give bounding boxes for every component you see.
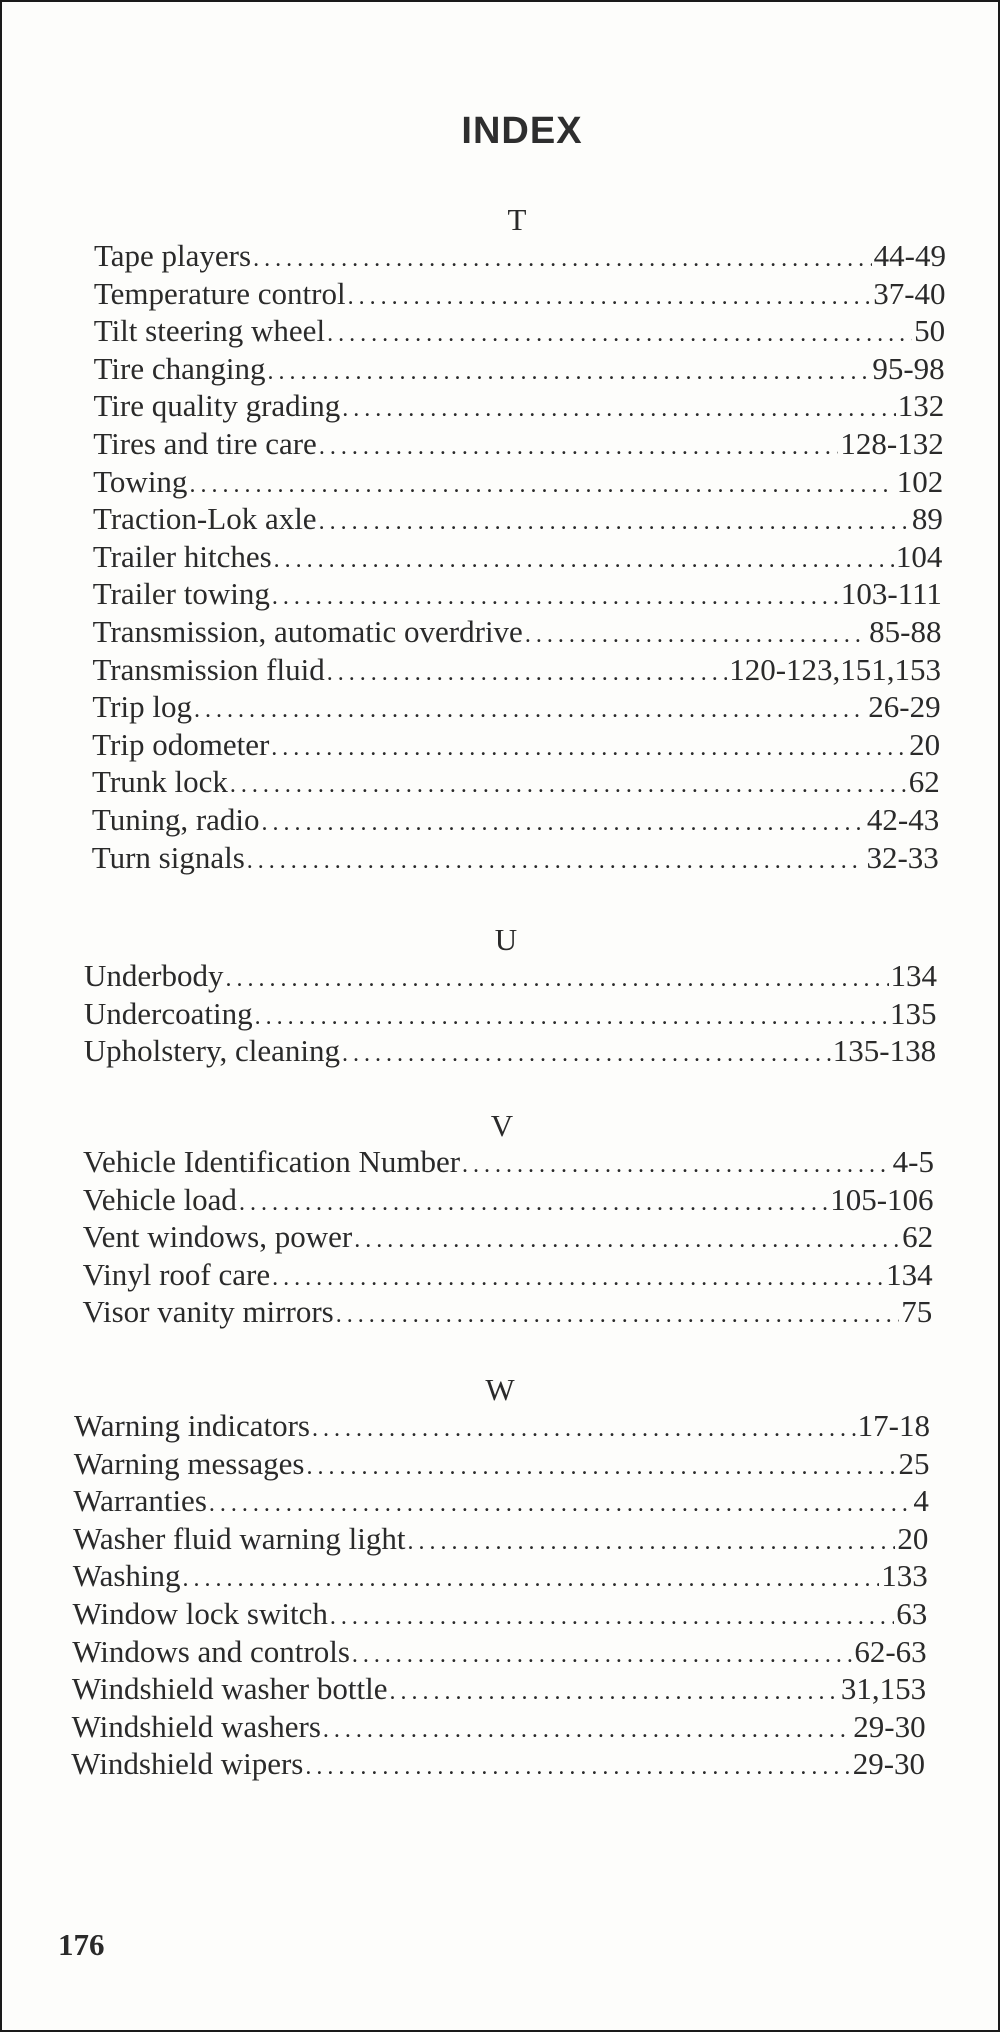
entry-label: Window lock switch — [72, 1596, 328, 1631]
entry-label: Trip log — [92, 689, 192, 725]
index-entry — [82, 1294, 932, 1330]
dot-leader — [230, 772, 907, 799]
dot-leader — [323, 1717, 851, 1744]
entry-label: Warning messages — [73, 1445, 305, 1481]
index-entry — [73, 1596, 928, 1632]
index-entry — [94, 276, 946, 312]
dot-leader — [352, 1642, 852, 1669]
dot-leader — [342, 396, 895, 423]
index-entry — [92, 802, 939, 838]
dot-leader — [274, 547, 894, 574]
entry-label: Windshield washer bottle — [71, 1671, 388, 1707]
entry-pages: 75 — [901, 1294, 933, 1330]
entry-label: Vinyl roof care — [82, 1256, 271, 1292]
index-entry — [92, 652, 941, 688]
index-entry — [83, 1257, 933, 1293]
entry-pages: 63 — [896, 1596, 928, 1631]
dot-leader — [327, 660, 727, 687]
index-entry — [83, 1182, 934, 1218]
index-entry — [84, 1033, 936, 1069]
entry-pages: 135-138 — [832, 1033, 937, 1068]
dot-leader — [183, 1566, 880, 1593]
entry-label: Traction-Lok axle — [93, 501, 317, 537]
entry-pages: 89 — [911, 501, 943, 537]
entry-pages: 120-123,151,153 — [729, 651, 942, 687]
dot-leader — [247, 848, 865, 875]
entry-pages: 62 — [902, 1219, 934, 1255]
index-entry — [94, 351, 945, 387]
entry-label: Tilt steering wheel — [93, 313, 326, 349]
entry-pages: 20 — [897, 1520, 929, 1556]
dot-leader — [255, 1004, 888, 1031]
index-entry — [74, 1408, 930, 1444]
dot-leader — [342, 1041, 831, 1068]
entry-label: Tire changing — [93, 350, 266, 386]
entry-pages: 62-63 — [854, 1633, 927, 1669]
dot-leader — [194, 697, 866, 724]
entry-label: Visor vanity mirrors — [82, 1294, 334, 1330]
index-entry — [93, 614, 942, 650]
entry-label: Transmission, automatic overdrive — [92, 614, 523, 649]
entry-pages: 31,153 — [840, 1671, 927, 1707]
section-letter: V — [490, 1108, 514, 1143]
entry-label: Washing — [72, 1558, 181, 1594]
page-number: 176 — [58, 1927, 105, 1962]
entry-pages: 42-43 — [866, 802, 940, 837]
entry-pages: 62 — [908, 764, 940, 800]
index-entry — [93, 501, 943, 537]
index-entry — [73, 1483, 929, 1519]
entry-label: Tire quality grading — [93, 388, 341, 424]
entry-pages: 20 — [909, 726, 941, 762]
dot-leader — [305, 1754, 850, 1781]
dot-leader — [462, 1152, 891, 1179]
entry-label: Underbody — [84, 958, 224, 993]
index-entry — [93, 464, 943, 500]
entry-pages: 85-88 — [869, 614, 942, 649]
dot-leader — [319, 434, 839, 461]
entry-pages: 134 — [890, 958, 937, 993]
entry-pages: 26-29 — [868, 689, 941, 725]
dot-leader — [389, 1679, 838, 1706]
dot-leader — [336, 1302, 899, 1329]
entry-pages: 134 — [886, 1256, 933, 1292]
index-entry — [93, 539, 943, 575]
entry-label: Warning indicators — [74, 1408, 310, 1443]
entry-label: Vehicle Identification Number — [83, 1144, 461, 1179]
dot-leader — [268, 359, 871, 386]
entry-label: Trunk lock — [92, 764, 228, 800]
entry-pages: 25 — [898, 1445, 930, 1481]
index-entry — [92, 727, 940, 763]
dot-leader — [272, 584, 839, 611]
entry-label: Upholstery, cleaning — [83, 1033, 340, 1068]
dot-leader — [319, 509, 910, 536]
entry-pages: 95-98 — [872, 350, 945, 386]
index-entry — [73, 1521, 928, 1557]
index-entry — [73, 1558, 928, 1594]
entry-label: Temperature control — [93, 275, 346, 311]
dot-leader — [348, 284, 872, 311]
index-entry — [92, 764, 940, 800]
entry-pages: 29-30 — [852, 1746, 926, 1782]
entry-pages: 29-30 — [853, 1708, 926, 1744]
entry-label: Undercoating — [83, 995, 253, 1031]
index-entry — [83, 1219, 933, 1255]
entry-pages: 50 — [914, 313, 946, 349]
entry-label: Washer fluid warning light — [73, 1520, 406, 1556]
dot-leader — [239, 1190, 828, 1217]
dot-leader — [189, 472, 894, 499]
index-entry — [71, 1746, 925, 1782]
dot-leader — [330, 1604, 894, 1631]
entry-pages: 104 — [895, 538, 943, 574]
index-entry — [93, 576, 942, 612]
section-letter: T — [507, 202, 527, 237]
entry-pages: 132 — [897, 388, 945, 424]
entry-label: Windshield washers — [71, 1708, 321, 1744]
index-entry — [72, 1709, 926, 1745]
entry-label: Trailer towing — [92, 576, 270, 612]
index-entry — [93, 426, 943, 462]
dot-leader — [525, 622, 867, 649]
index-entry — [84, 958, 937, 994]
entry-label: Trip odometer — [92, 726, 270, 762]
entry-label: Towing — [93, 463, 188, 499]
section-letter: U — [494, 922, 518, 957]
index-entry — [94, 238, 946, 274]
entry-pages: 102 — [896, 463, 944, 499]
entry-label: Vehicle load — [82, 1181, 237, 1217]
page-title: INDEX — [461, 110, 583, 152]
dot-leader — [327, 321, 912, 348]
index-entry — [93, 388, 944, 424]
index-entry — [72, 1671, 926, 1707]
index-entry — [74, 1446, 930, 1482]
dot-leader — [262, 810, 865, 837]
entry-label: Tires and tire care — [93, 426, 317, 461]
index-entry — [92, 689, 940, 725]
entry-pages: 4-5 — [892, 1144, 934, 1179]
entry-label: Transmission fluid — [92, 651, 325, 687]
entry-label: Windshield wipers — [71, 1746, 304, 1782]
index-entry — [94, 313, 945, 349]
entry-pages: 4 — [913, 1483, 929, 1519]
dot-leader — [312, 1416, 856, 1443]
dot-leader — [271, 735, 907, 762]
dot-leader — [307, 1454, 897, 1481]
dot-leader — [354, 1227, 900, 1254]
dot-leader — [253, 246, 872, 273]
dot-leader — [272, 1265, 884, 1292]
index-entry — [92, 840, 939, 876]
entry-pages: 32-33 — [866, 839, 939, 875]
entry-label: Turn signals — [91, 839, 245, 875]
index-entry — [84, 996, 937, 1032]
entry-pages: 37-40 — [873, 275, 946, 311]
entry-label: Windows and controls — [72, 1633, 350, 1669]
dot-leader — [225, 966, 888, 993]
entry-pages: 44-49 — [873, 238, 946, 273]
dot-leader — [209, 1491, 912, 1518]
entry-label: Tuning, radio — [91, 802, 260, 837]
section-letter: W — [485, 1372, 515, 1407]
index-entry — [83, 1144, 934, 1180]
entry-label: Vent windows, power — [82, 1219, 353, 1255]
entry-pages: 103-111 — [840, 576, 942, 612]
entry-pages: 133 — [881, 1558, 928, 1594]
entry-label: Tape players — [94, 238, 252, 273]
entry-label: Warranties — [73, 1483, 207, 1519]
entry-pages: 135 — [890, 995, 937, 1031]
entry-pages: 128-132 — [840, 426, 944, 461]
entry-pages: 17-18 — [857, 1408, 930, 1443]
entry-label: Trailer hitches — [92, 538, 272, 574]
entry-pages: 105-106 — [830, 1181, 934, 1217]
index-entry — [72, 1634, 927, 1670]
dot-leader — [408, 1529, 896, 1556]
